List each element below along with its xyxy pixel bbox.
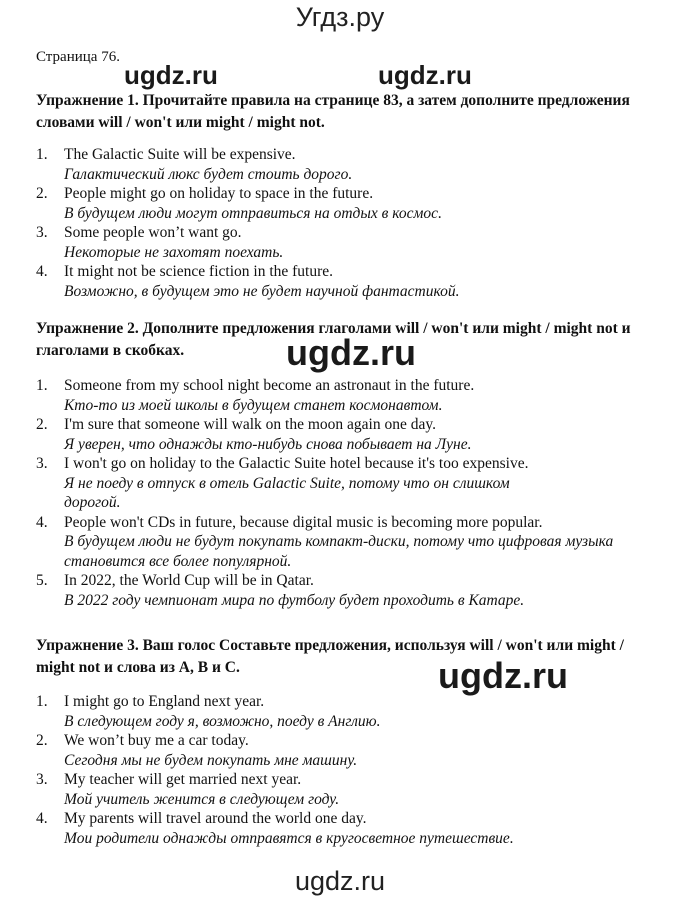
- list-item: [36, 770, 646, 809]
- site-footer: ugdz.ru: [294, 866, 386, 896]
- item-russian: В следующем году я, возможно, поеду в Англию.: [64, 712, 381, 730]
- list-item: [36, 513, 646, 572]
- item-number: 2.: [36, 416, 48, 433]
- watermark: ugdz.ru: [378, 60, 472, 90]
- list-item: [36, 376, 646, 415]
- list-item: [36, 262, 646, 301]
- item-russian: Кто-то из моей школы в будущем станет космонавтом.: [64, 396, 443, 414]
- item-russian: В будущем люди не будут покупать компакт-диски, потому что цифровая музыка становится все более популярной.: [64, 533, 614, 570]
- item-english: I might go to England next year.: [64, 693, 265, 710]
- item-number: 1.: [36, 146, 48, 163]
- item-english: I'm sure that someone will walk on the moon again one day.: [64, 416, 436, 433]
- item-english: My teacher will get married next year.: [64, 771, 302, 788]
- list-item: [36, 415, 646, 454]
- item-number: 1.: [36, 377, 48, 394]
- exercise-1-task: Упражнение 1. Прочитайте правила на странице 83, а затем дополните предложения словами will / won't или might / might not.: [36, 92, 630, 131]
- page-label: Страница 76.: [36, 49, 120, 65]
- item-english: The Galactic Suite will be expensive.: [64, 146, 296, 163]
- item-number: 3.: [36, 224, 48, 241]
- item-english: Some people won’t want go.: [64, 224, 242, 241]
- list-item: [36, 809, 646, 848]
- item-number: 2.: [36, 185, 48, 202]
- exercise-3-list: [36, 692, 646, 848]
- item-russian: Сегодня мы не будем покупать мне машину.: [64, 751, 358, 769]
- list-item: [36, 692, 646, 731]
- list-item: [36, 184, 646, 223]
- item-number: 4.: [36, 810, 48, 827]
- item-number: 2.: [36, 732, 48, 749]
- item-russian: Мои родители однажды отправятся в кругосветное путешествие.: [64, 829, 514, 847]
- list-item: [36, 145, 646, 184]
- item-russian: Я уверен, что однажды кто-нибудь снова побывает на Луне.: [64, 435, 472, 453]
- item-number: 5.: [36, 572, 48, 589]
- watermark: ugdz.ru: [124, 60, 218, 90]
- watermark: ugdz.ru: [438, 655, 568, 696]
- item-number: 1.: [36, 693, 48, 710]
- item-number: 3.: [36, 455, 48, 472]
- exercise-1-list: [36, 145, 646, 301]
- item-english: Someone from my school night become an astronaut in the future.: [64, 377, 475, 394]
- list-item: [36, 223, 646, 262]
- item-number: 3.: [36, 771, 48, 788]
- item-russian: В 2022 году чемпионат мира по футболу будет проходить в Катаре.: [64, 591, 525, 609]
- item-english: People won't CDs in future, because digital music is becoming more popular.: [64, 513, 543, 531]
- item-number: 4.: [36, 263, 48, 280]
- item-english: We won’t buy me a car today.: [64, 732, 249, 749]
- item-english: People might go on holiday to space in the future.: [64, 185, 374, 202]
- watermark: ugdz.ru: [286, 332, 416, 373]
- site-header: Угдз.ру: [295, 2, 385, 32]
- list-item: [36, 454, 646, 513]
- item-russian: В будущем люди могут отправиться на отдых в космос.: [64, 204, 442, 222]
- item-russian: Я не поеду в отпуск в отель Galactic Suite, потому что он слишком дорогой.: [64, 474, 510, 511]
- item-russian: Некоторые не захотят поехать.: [64, 243, 284, 261]
- list-item: [36, 571, 646, 610]
- item-english: My parents will travel around the world one day.: [64, 810, 367, 827]
- exercise-2-task: Упражнение 2. Дополните предложения глаголами will / won't или might / might not и глаголами в скобках.: [36, 320, 631, 359]
- item-russian: Возможно, в будущем это не будет научной фантастикой.: [64, 282, 460, 300]
- exercise-2-list: [36, 376, 646, 610]
- item-number: 4.: [36, 513, 48, 531]
- item-english: In 2022, the World Cup will be in Qatar.: [64, 572, 314, 589]
- exercise-3-task: Упражнение 3. Ваш голос Составьте предложения, используя will / won't или might / might not и слова из A, B и C.: [36, 637, 624, 676]
- item-russian: Галактический люкс будет стоить дорого.: [64, 165, 353, 183]
- list-item: [36, 731, 646, 770]
- item-russian: Мой учитель женится в следующем году.: [64, 790, 340, 808]
- item-english: I won't go on holiday to the Galactic Suite hotel because it's too expensive.: [64, 455, 529, 472]
- item-english: It might not be science fiction in the future.: [64, 263, 334, 280]
